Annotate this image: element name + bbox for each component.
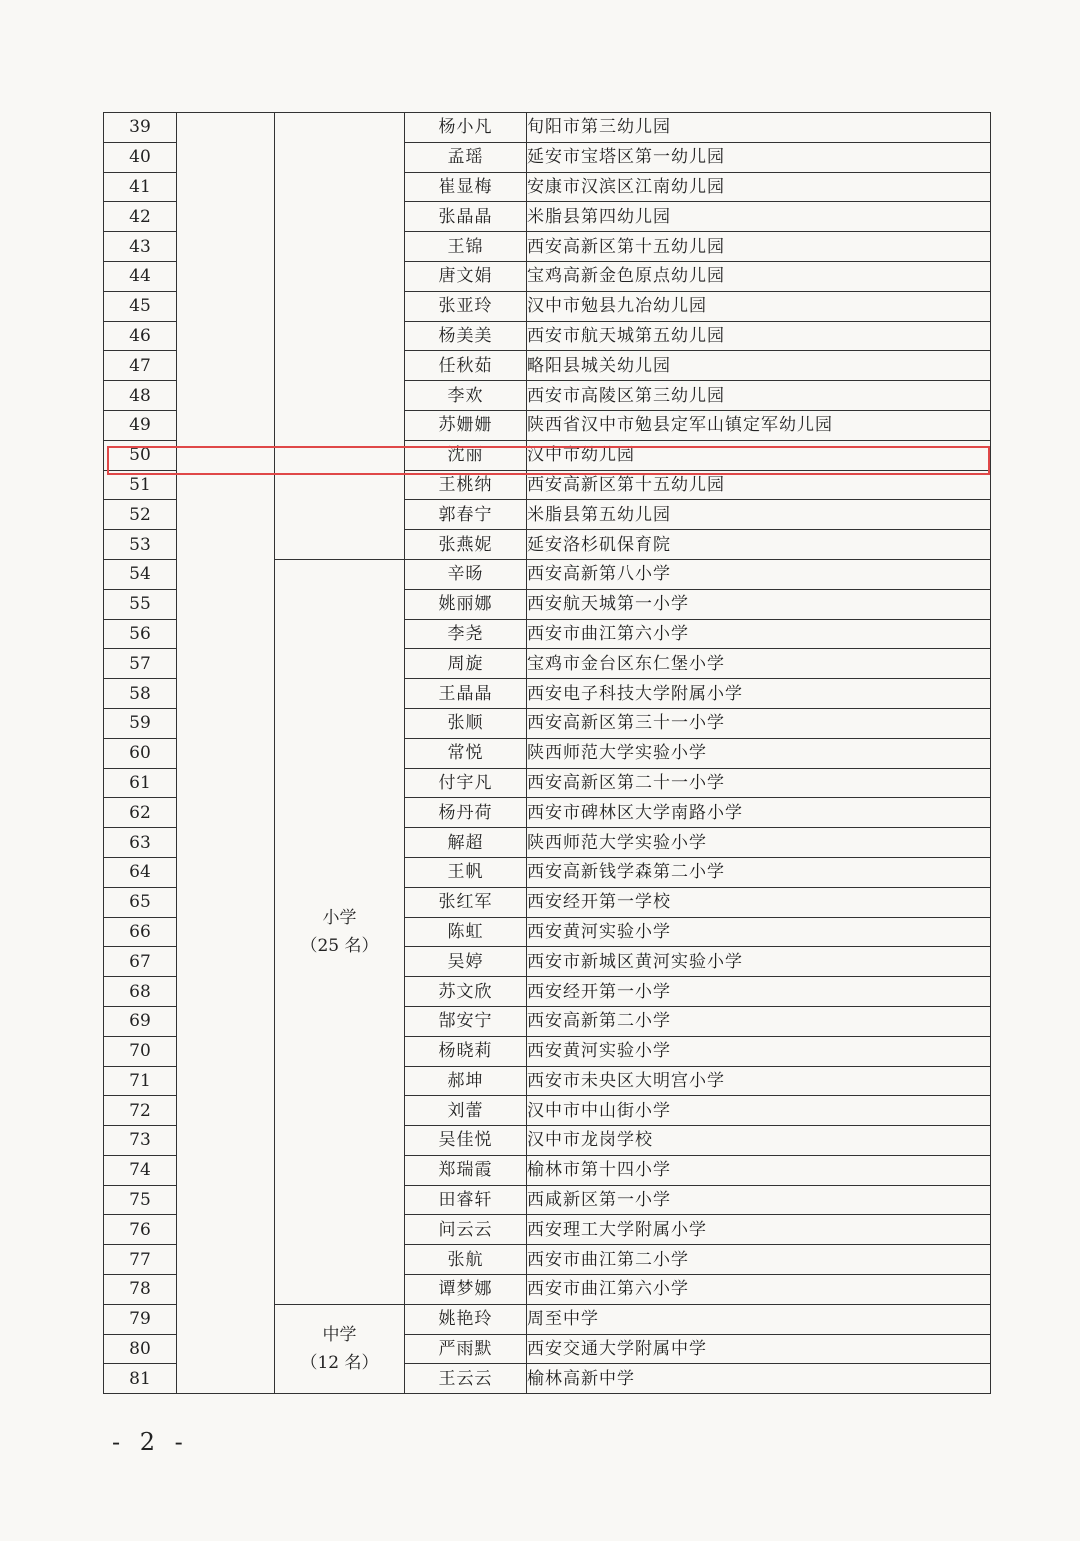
person-name: 张晶晶 [405,202,527,232]
school-name: 米脂县第五幼儿园 [527,500,991,530]
person-name: 杨丹荷 [405,798,527,828]
school-name: 旬阳市第三幼儿园 [527,113,991,143]
school-name: 西安市新城区黄河实验小学 [527,947,991,977]
school-name: 陕西师范大学实验小学 [527,738,991,768]
school-name: 西安高新第八小学 [527,559,991,589]
person-name: 李欢 [405,381,527,411]
school-name: 西安航天城第一小学 [527,589,991,619]
person-name: 杨晓莉 [405,1036,527,1066]
person-name: 唐文娟 [405,261,527,291]
person-name: 严雨默 [405,1334,527,1364]
person-name: 郭春宁 [405,500,527,530]
row-number: 45 [104,291,177,321]
school-name: 周至中学 [527,1304,991,1334]
school-name: 榆林高新中学 [527,1364,991,1394]
school-name: 宝鸡市金台区东仁堡小学 [527,649,991,679]
row-number: 62 [104,798,177,828]
school-name: 西安交通大学附属中学 [527,1334,991,1364]
person-name: 王帆 [405,857,527,887]
roster-table [103,112,991,1394]
row-number: 53 [104,530,177,560]
row-number: 41 [104,172,177,202]
school-name: 安康市汉滨区江南幼儿园 [527,172,991,202]
row-number: 39 [104,113,177,143]
row-number: 67 [104,947,177,977]
school-name: 西安黄河实验小学 [527,917,991,947]
school-name: 西安市曲江第二小学 [527,1245,991,1275]
row-number: 54 [104,559,177,589]
row-number: 46 [104,321,177,351]
person-name: 常悦 [405,738,527,768]
person-name: 陈虹 [405,917,527,947]
person-name: 王云云 [405,1364,527,1394]
school-name: 米脂县第四幼儿园 [527,202,991,232]
school-name: 西安市未央区大明宫小学 [527,1066,991,1096]
row-number: 69 [104,1006,177,1036]
category-label: 小学 [322,907,357,928]
person-name: 周旋 [405,649,527,679]
person-name: 张航 [405,1245,527,1275]
school-name: 宝鸡高新金色原点幼儿园 [527,261,991,291]
person-name: 吴婷 [405,947,527,977]
category-count: （25 名） [300,935,379,956]
school-name: 延安市宝塔区第一幼儿园 [527,142,991,172]
category-cell-kindergarten [275,113,405,560]
person-name: 付宇凡 [405,768,527,798]
school-name: 略阳县城关幼儿园 [527,351,991,381]
school-name: 西安经开第一小学 [527,977,991,1007]
school-name: 陕西师范大学实验小学 [527,828,991,858]
row-number: 50 [104,440,177,470]
person-name: 杨美美 [405,321,527,351]
school-name: 陕西省汉中市勉县定军山镇定军幼儿园 [527,410,991,440]
school-name: 西安黄河实验小学 [527,1036,991,1066]
person-name: 解超 [405,828,527,858]
school-name: 西安高新钱学森第二小学 [527,857,991,887]
row-number: 78 [104,1275,177,1305]
person-name: 张红军 [405,887,527,917]
row-number: 61 [104,768,177,798]
person-name: 孟瑶 [405,142,527,172]
category-count: （12 名） [300,1353,379,1374]
category-cell-primary [275,559,405,1304]
person-name: 张亚玲 [405,291,527,321]
person-name: 杨小凡 [405,113,527,143]
row-number: 49 [104,410,177,440]
category-cell-middle [275,1304,405,1393]
school-name: 西安高新第二小学 [527,1006,991,1036]
row-number: 56 [104,619,177,649]
person-name: 苏姗姗 [405,410,527,440]
row-number: 81 [104,1364,177,1394]
row-number: 63 [104,828,177,858]
person-name: 姚丽娜 [405,589,527,619]
person-name: 问云云 [405,1215,527,1245]
person-name: 辛旸 [405,559,527,589]
row-number: 47 [104,351,177,381]
school-name: 延安洛杉矶保育院 [527,530,991,560]
school-name: 西安经开第一学校 [527,887,991,917]
person-name: 苏文欣 [405,977,527,1007]
row-number: 44 [104,261,177,291]
row-number: 72 [104,1096,177,1126]
school-name: 西安高新区第十五幼儿园 [527,470,991,500]
person-name: 郝坤 [405,1066,527,1096]
person-name: 郑瑞霞 [405,1155,527,1185]
row-number: 73 [104,1126,177,1156]
person-name: 王晶晶 [405,679,527,709]
row-number: 74 [104,1155,177,1185]
person-name: 王桃纳 [405,470,527,500]
person-name: 吴佳悦 [405,1126,527,1156]
school-name: 西安市曲江第六小学 [527,619,991,649]
person-name: 李尧 [405,619,527,649]
table-row [104,113,991,143]
school-name: 西安市航天城第五幼儿园 [527,321,991,351]
row-number: 51 [104,470,177,500]
person-name: 张顺 [405,708,527,738]
school-name: 西安高新区第三十一小学 [527,708,991,738]
row-number: 65 [104,887,177,917]
row-number: 57 [104,649,177,679]
school-name: 汉中市幼儿园 [527,440,991,470]
person-name: 谭梦娜 [405,1275,527,1305]
group-cell [177,113,275,1394]
person-name: 姚艳玲 [405,1304,527,1334]
row-number: 77 [104,1245,177,1275]
row-number: 68 [104,977,177,1007]
page-number: - 2 - [112,1428,189,1456]
school-name: 汉中市勉县九冶幼儿园 [527,291,991,321]
row-number: 79 [104,1304,177,1334]
row-number: 58 [104,679,177,709]
school-name: 榆林市第十四小学 [527,1155,991,1185]
row-number: 70 [104,1036,177,1066]
category-label: 中学 [322,1325,357,1346]
row-number: 76 [104,1215,177,1245]
row-number: 52 [104,500,177,530]
row-number: 43 [104,232,177,262]
school-name: 西安电子科技大学附属小学 [527,679,991,709]
person-name: 张燕妮 [405,530,527,560]
row-number: 75 [104,1185,177,1215]
school-name: 西安高新区第二十一小学 [527,768,991,798]
person-name: 崔显梅 [405,172,527,202]
row-number: 66 [104,917,177,947]
person-name: 王锦 [405,232,527,262]
row-number: 55 [104,589,177,619]
school-name: 西安市碑林区大学南路小学 [527,798,991,828]
row-number: 64 [104,857,177,887]
roster-body [104,113,991,1394]
person-name: 刘蕾 [405,1096,527,1126]
person-name: 田睿轩 [405,1185,527,1215]
row-number: 80 [104,1334,177,1364]
row-number: 60 [104,738,177,768]
school-name: 西安理工大学附属小学 [527,1215,991,1245]
school-name: 西咸新区第一小学 [527,1185,991,1215]
school-name: 西安高新区第十五幼儿园 [527,232,991,262]
person-name: 沈丽 [405,440,527,470]
school-name: 汉中市中山街小学 [527,1096,991,1126]
row-number: 59 [104,708,177,738]
row-number: 42 [104,202,177,232]
row-number: 40 [104,142,177,172]
school-name: 西安市曲江第六小学 [527,1275,991,1305]
person-name: 郜安宁 [405,1006,527,1036]
school-name: 西安市高陵区第三幼儿园 [527,381,991,411]
school-name: 汉中市龙岗学校 [527,1126,991,1156]
row-number: 71 [104,1066,177,1096]
row-number: 48 [104,381,177,411]
person-name: 任秋茹 [405,351,527,381]
